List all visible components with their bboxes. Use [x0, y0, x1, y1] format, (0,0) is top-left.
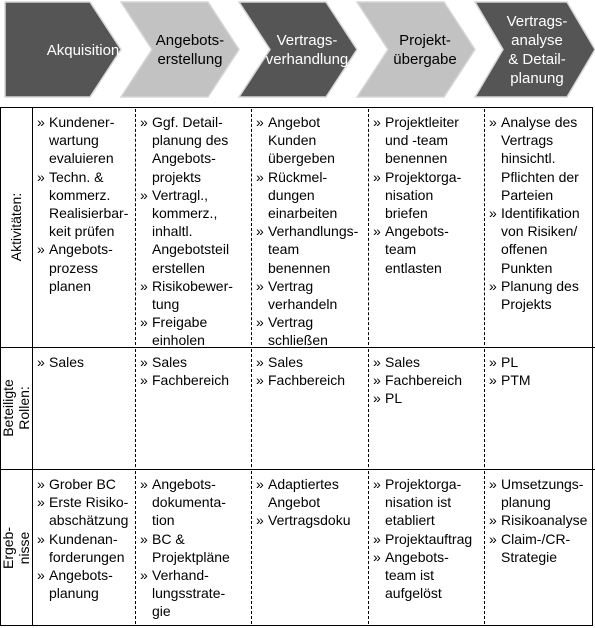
list-item: » Risikobewer- tung — [140, 277, 250, 313]
list-item: » Projektorga- nisation ist etabliert — [373, 475, 483, 530]
cell-bullet-list — [256, 353, 367, 389]
cell-bullet-list — [373, 353, 483, 408]
column-divider — [251, 471, 252, 624]
list-item: » Verhand- lungsstrate- gie — [140, 566, 250, 621]
list-item: » PL — [489, 353, 592, 371]
list-item: » Vertragl., kommerz., inhaltl. Angebotsteil erstellen — [140, 186, 250, 277]
label-column-divider — [32, 107, 33, 626]
list-item: » Projektleiter und -team benennen — [373, 113, 483, 168]
cell-bullet-list — [256, 475, 367, 530]
row-label: Beteiligte Rollen: — [0, 379, 32, 437]
list-item: » Erste Risiko- abschätzung — [37, 493, 134, 529]
matrix-cell — [37, 475, 134, 602]
list-item: » Claim-/CR- Strategie — [489, 530, 592, 566]
list-item: » Angebot Kunden übergeben — [256, 113, 367, 168]
matrix-cell — [373, 475, 483, 602]
cell-bullet-list — [256, 113, 367, 350]
cell-bullet-list — [373, 113, 483, 277]
list-item: » Angebots- planung — [37, 566, 134, 602]
matrix-cell — [140, 353, 250, 389]
list-item: » Rückmel- dungen einarbeiten — [256, 168, 367, 223]
column-divider — [135, 471, 136, 624]
list-item: » Freigabe einholen — [140, 313, 250, 349]
phase-label-3: Vertrags- verhandlung — [265, 32, 349, 68]
phase-label-1: Akquisition — [46, 41, 120, 59]
matrix-cell — [489, 475, 592, 566]
matrix-cell — [373, 353, 483, 408]
phase-label-5: Vertrags- analyse & Detail- planung — [506, 13, 568, 87]
matrix-cell — [37, 113, 134, 295]
column-divider — [368, 349, 369, 467]
list-item: » BC & Projektpläne — [140, 530, 250, 566]
row-label: Aktivitäten: — [8, 192, 24, 262]
column-divider — [484, 471, 485, 624]
row-label-box — [0, 347, 32, 469]
list-item: » PTM — [489, 371, 592, 389]
list-item: » Kundener- wartung evaluieren — [37, 113, 134, 168]
list-item: » Fachbereich — [140, 371, 250, 389]
cell-bullet-list — [140, 113, 250, 350]
column-divider — [135, 109, 136, 345]
matrix-cell — [489, 113, 592, 313]
list-item: » Fachbereich — [256, 371, 367, 389]
list-item: » Angebots- prozess planen — [37, 240, 134, 295]
cell-bullet-list — [37, 113, 134, 295]
cell-bullet-list — [37, 475, 134, 602]
phase-label-2: Angebots- erstellung — [155, 32, 225, 68]
cell-bullet-list — [373, 475, 483, 602]
list-item: » Sales — [140, 353, 250, 371]
list-item: » Sales — [37, 353, 134, 371]
list-item: » Grober BC — [37, 475, 134, 493]
list-item: » PL — [373, 389, 483, 407]
list-item: » Planung des Projekts — [489, 277, 592, 313]
list-item: » Analyse des Vertrags hinsichtl. Pflichten der Parteien — [489, 113, 592, 204]
matrix-cell — [140, 475, 250, 621]
list-item: » Vertrag verhandeln — [256, 277, 367, 313]
phase-label-4: Projekt- übergabe — [393, 32, 457, 68]
column-divider — [251, 109, 252, 345]
list-item: » Ggf. Detail- planung des Angebots- projekts — [140, 113, 250, 186]
list-item: » Adaptiertes Angebot — [256, 475, 367, 511]
cell-bullet-list — [140, 475, 250, 621]
column-divider — [484, 349, 485, 467]
column-divider — [368, 109, 369, 345]
column-divider — [251, 349, 252, 467]
list-item: » Vertrag schließen — [256, 313, 367, 349]
list-item: » Projektauftrag — [373, 530, 483, 548]
matrix-cell — [373, 113, 483, 277]
cell-bullet-list — [489, 113, 592, 313]
list-item: » Angebots- dokumenta- tion — [140, 475, 250, 530]
row-divider-2 — [0, 469, 595, 470]
list-item: » Risikoanalyse — [489, 511, 592, 529]
column-divider — [484, 109, 485, 345]
list-item: » Vertragsdoku — [256, 511, 367, 529]
list-item: » Angebots- team entlasten — [373, 222, 483, 277]
column-divider — [368, 471, 369, 624]
row-label-box — [0, 107, 32, 347]
list-item: » Sales — [373, 353, 483, 371]
row-label: Ergeb- nisse — [0, 526, 32, 569]
column-divider — [135, 349, 136, 467]
list-item: » Fachbereich — [373, 371, 483, 389]
list-item: » Projektorga- nisation briefen — [373, 168, 483, 223]
matrix-cell — [140, 113, 250, 350]
cell-bullet-list — [489, 353, 592, 389]
list-item: » Kundenan- forderungen — [37, 530, 134, 566]
matrix-cell — [37, 353, 134, 371]
matrix-cell — [256, 475, 367, 530]
matrix-cell — [256, 353, 367, 389]
list-item: » Identifikation von Risiken/ offenen Punkten — [489, 204, 592, 277]
list-item: » Angebots- team ist aufgelöst — [373, 548, 483, 603]
cell-bullet-list — [140, 353, 250, 389]
matrix-cell — [489, 353, 592, 389]
row-label-box — [0, 469, 32, 626]
cell-bullet-list — [489, 475, 592, 566]
list-item: » Umsetzungs- planung — [489, 475, 592, 511]
list-item: » Techn. & kommerz. Realisierbar- keit prüfen — [37, 168, 134, 241]
list-item: » Sales — [256, 353, 367, 371]
matrix-cell — [256, 113, 367, 350]
cell-bullet-list — [37, 353, 134, 371]
list-item: » Verhandlungs- team benennen — [256, 222, 367, 277]
